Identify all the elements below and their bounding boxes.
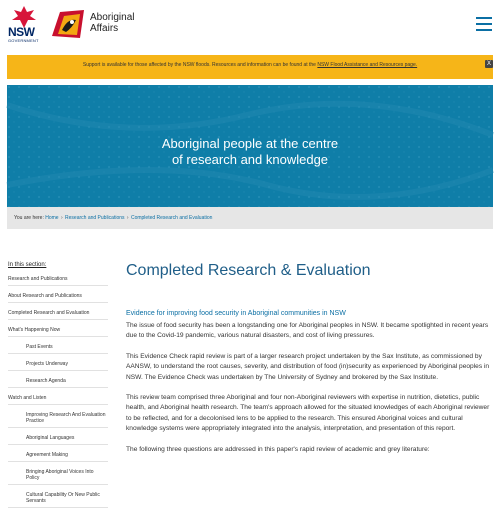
sidebar-item-whats-happening[interactable]: What's Happening Now bbox=[8, 327, 108, 337]
sidebar-item-past-events[interactable]: Past Events bbox=[8, 344, 108, 354]
breadcrumb-separator: › bbox=[126, 215, 129, 221]
sidebar-item-about[interactable]: About Research and Publications bbox=[8, 293, 108, 303]
sidebar-item-improving-research[interactable]: Improving Research And Evaluation Practice bbox=[8, 412, 108, 428]
sidebar-item-projects-underway[interactable]: Projects Underway bbox=[8, 361, 108, 371]
aboriginal-affairs-logo-icon[interactable] bbox=[50, 8, 86, 40]
sidebar-item-agreement-making[interactable]: Agreement Making bbox=[8, 452, 108, 462]
hamburger-menu-icon[interactable] bbox=[476, 17, 492, 31]
sidebar-heading: In this section: bbox=[8, 262, 47, 268]
paragraph: The issue of food security has been a longstanding one for Aboriginal peoples in NSW. It became spotlighted in recent years due to the Covid-19 pandemic, various natural disasters, and cost of living pressures. bbox=[126, 322, 489, 340]
brand-line-2: Affairs bbox=[90, 23, 119, 34]
hero-banner bbox=[7, 85, 493, 207]
paragraph: This review team comprised three Aboriginal and four non-Aboriginal reviewers with expertise in nutrition, dietetics, public health, and Aboriginal health research. The team's approach allowed for the situated knowledges of each Aboriginal reviewer to be reflected, and for a decolonised lens to be applied to the research. This ensured Aboriginal voices and cultural knowledge systems were appropriately integrated into the analysis, interpretation, and presentation of this report. bbox=[126, 394, 490, 433]
paragraph: This Evidence Check rapid review is part of a larger research project undertaken by the Sax Institute, as commissioned by AANSW, to understand the root causes, severity, and distribution of food (in)security as experienced by Aboriginal peoples in NSW. The Evidence Check was undertaken by The University of Sydney and brokered by the Sax Institute. bbox=[126, 352, 490, 381]
sidebar-item-watch-listen[interactable]: Watch and Listen bbox=[8, 395, 108, 405]
flood-alert-banner bbox=[7, 55, 493, 79]
nsw-logo-subtext: GOVERNMENT bbox=[8, 38, 39, 43]
sidebar-item-research-agenda[interactable]: Research Agenda bbox=[8, 378, 108, 388]
brand-line-1: Aboriginal bbox=[90, 12, 135, 23]
hero-title bbox=[7, 136, 493, 168]
alert-message bbox=[7, 62, 493, 68]
sidebar-item-aboriginal-voices[interactable]: Bringing Aboriginal Voices Into Policy bbox=[8, 469, 108, 485]
sidebar-item-languages[interactable]: Aboriginal Languages bbox=[8, 435, 108, 445]
alert-text: Support is available for those affected by the NSW floods. Resources and information can be found at the bbox=[82, 62, 316, 68]
sidebar-item-cultural-capability[interactable]: Cultural Capability Or New Public Servants bbox=[8, 492, 108, 508]
nsw-logo-text: NSW bbox=[8, 25, 35, 39]
section-sidebar bbox=[8, 262, 108, 515]
sidebar-item-research[interactable]: Research and Publications bbox=[8, 276, 108, 286]
nsw-government-logo[interactable] bbox=[8, 6, 40, 44]
sidebar-item-completed[interactable]: Completed Research and Evaluation bbox=[8, 310, 108, 320]
page-title: Completed Research & Evaluation bbox=[126, 262, 371, 279]
breadcrumb-current[interactable]: Completed Research and Evaluation bbox=[130, 215, 213, 221]
article-subheading[interactable]: Evidence for improving food security in Aboriginal communities in NSW bbox=[126, 310, 346, 317]
breadcrumb-research[interactable]: Research and Publications bbox=[65, 215, 125, 221]
main-content bbox=[126, 262, 496, 465]
breadcrumb-home[interactable]: Home bbox=[45, 215, 59, 221]
hero-line-1: Aboriginal people at the centre bbox=[161, 136, 339, 151]
breadcrumb-bar bbox=[7, 207, 493, 229]
brand-title bbox=[90, 12, 134, 34]
alert-link[interactable]: NSW Flood Assistance and Resources page. bbox=[317, 62, 418, 68]
close-icon[interactable]: X bbox=[486, 61, 491, 67]
breadcrumb-separator: › bbox=[60, 215, 63, 221]
hero-line-2: of research and knowledge bbox=[171, 152, 329, 167]
site-header bbox=[0, 0, 500, 50]
paragraph: The following three questions are addressed in this paper's rapid review of academic and grey literature: bbox=[126, 445, 430, 453]
breadcrumb bbox=[14, 215, 212, 221]
breadcrumb-prefix: You are here: bbox=[14, 215, 44, 221]
